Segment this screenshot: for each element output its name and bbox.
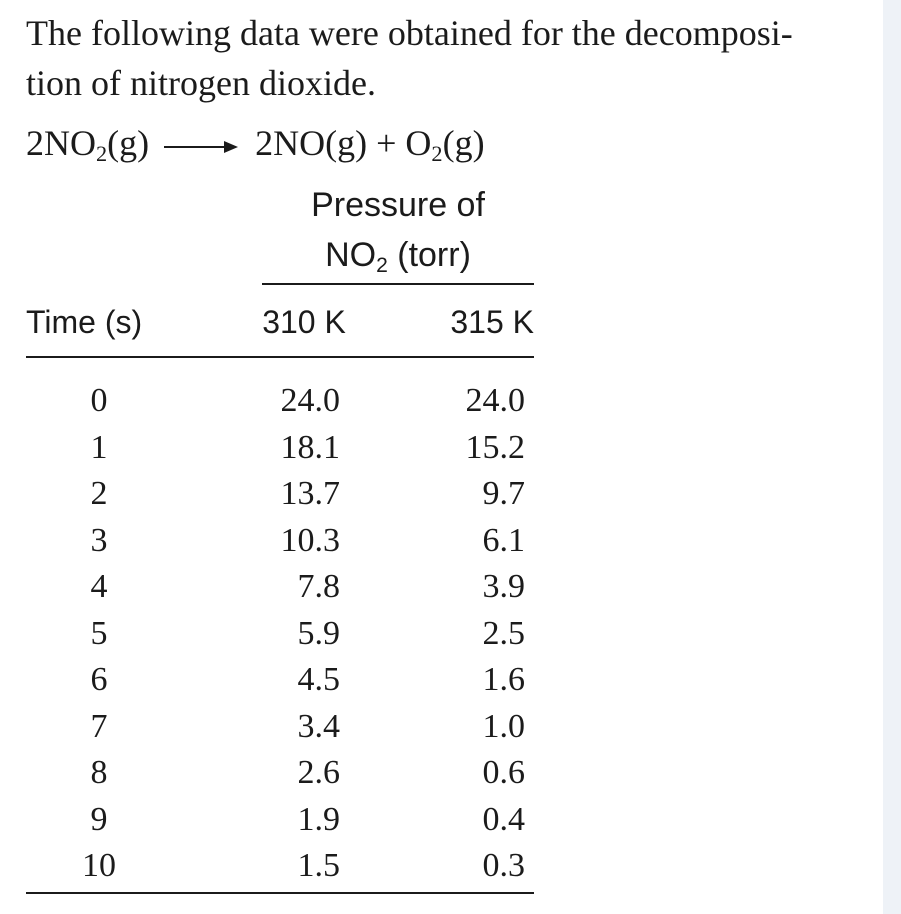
group-header-line-1: Pressure of bbox=[311, 186, 485, 224]
cell-315k: 15.2 bbox=[465, 428, 525, 466]
table-row bbox=[26, 471, 534, 518]
cell-315k: 2.5 bbox=[482, 614, 525, 652]
reactant-subscript: 2 bbox=[96, 141, 108, 167]
bottom-rule bbox=[26, 892, 534, 894]
cell-310k: 4.5 bbox=[297, 661, 340, 698]
cell-time: 1 bbox=[90, 428, 108, 466]
product-formula: 2NO(g) + O bbox=[255, 123, 432, 163]
reactant-formula: 2NO bbox=[26, 123, 96, 163]
group-header-line-2 bbox=[262, 230, 534, 280]
right-margin-strip bbox=[883, 0, 901, 914]
column-header-time: Time (s) bbox=[26, 304, 143, 340]
header-rule bbox=[26, 356, 534, 358]
cell-310k: 1.9 bbox=[297, 800, 340, 838]
reaction-equation bbox=[26, 118, 485, 168]
table-row bbox=[26, 750, 534, 797]
cell-time: 10 bbox=[82, 847, 116, 884]
cell-time: 3 bbox=[90, 521, 108, 559]
cell-time: 7 bbox=[90, 707, 108, 745]
table-row bbox=[26, 843, 534, 890]
intro-line-2: tion of nitrogen dioxide. bbox=[26, 63, 376, 103]
cell-315k: 9.7 bbox=[482, 475, 525, 512]
cell-315k: 24.0 bbox=[465, 382, 525, 419]
group-header-unit: (torr) bbox=[387, 236, 471, 274]
product-subscript: 2 bbox=[431, 141, 443, 167]
group-header-rule bbox=[262, 283, 534, 285]
cell-310k: 7.8 bbox=[297, 568, 340, 605]
cell-time: 0 bbox=[90, 382, 108, 419]
cell-315k: 3.9 bbox=[482, 568, 525, 605]
cell-315k: 1.0 bbox=[482, 707, 525, 745]
cell-310k: 24.0 bbox=[280, 382, 340, 419]
pressure-group-header bbox=[262, 180, 534, 280]
cell-time: 8 bbox=[90, 754, 108, 791]
product-phase: (g) bbox=[442, 123, 485, 163]
group-header-subscript: 2 bbox=[376, 253, 388, 277]
table-row bbox=[26, 797, 534, 844]
cell-310k: 10.3 bbox=[280, 521, 340, 559]
cell-315k: 6.1 bbox=[482, 521, 525, 559]
cell-315k: 0.6 bbox=[482, 754, 525, 791]
intro-line-1: The following data were obtained for the decomposi- bbox=[26, 13, 793, 53]
cell-310k: 18.1 bbox=[280, 428, 340, 466]
cell-time: 5 bbox=[90, 614, 108, 652]
table-row bbox=[26, 564, 534, 611]
intro-paragraph bbox=[26, 8, 876, 108]
cell-310k: 13.7 bbox=[280, 475, 340, 512]
table-row bbox=[26, 657, 534, 704]
table-row bbox=[26, 704, 534, 751]
column-header-310k: 310 K bbox=[262, 304, 346, 340]
table-row bbox=[26, 378, 534, 425]
cell-time: 2 bbox=[90, 475, 108, 512]
column-header-315k: 315 K bbox=[450, 304, 534, 340]
table-row bbox=[26, 611, 534, 658]
cell-310k: 3.4 bbox=[297, 707, 340, 745]
cell-315k: 0.3 bbox=[482, 847, 525, 884]
cell-315k: 1.6 bbox=[482, 661, 525, 698]
cell-310k: 1.5 bbox=[297, 847, 340, 884]
table-row bbox=[26, 518, 534, 565]
reaction-arrow-icon bbox=[162, 137, 240, 157]
cell-315k: 0.4 bbox=[482, 800, 525, 838]
cell-time: 6 bbox=[90, 661, 108, 698]
cell-310k: 5.9 bbox=[297, 614, 340, 652]
table-row bbox=[26, 425, 534, 472]
cell-310k: 2.6 bbox=[297, 754, 340, 791]
data-table-body bbox=[26, 378, 534, 890]
cell-time: 4 bbox=[90, 568, 108, 605]
cell-time: 9 bbox=[90, 800, 108, 838]
reactant-phase: (g) bbox=[107, 123, 150, 163]
group-header-no: NO bbox=[325, 236, 377, 274]
